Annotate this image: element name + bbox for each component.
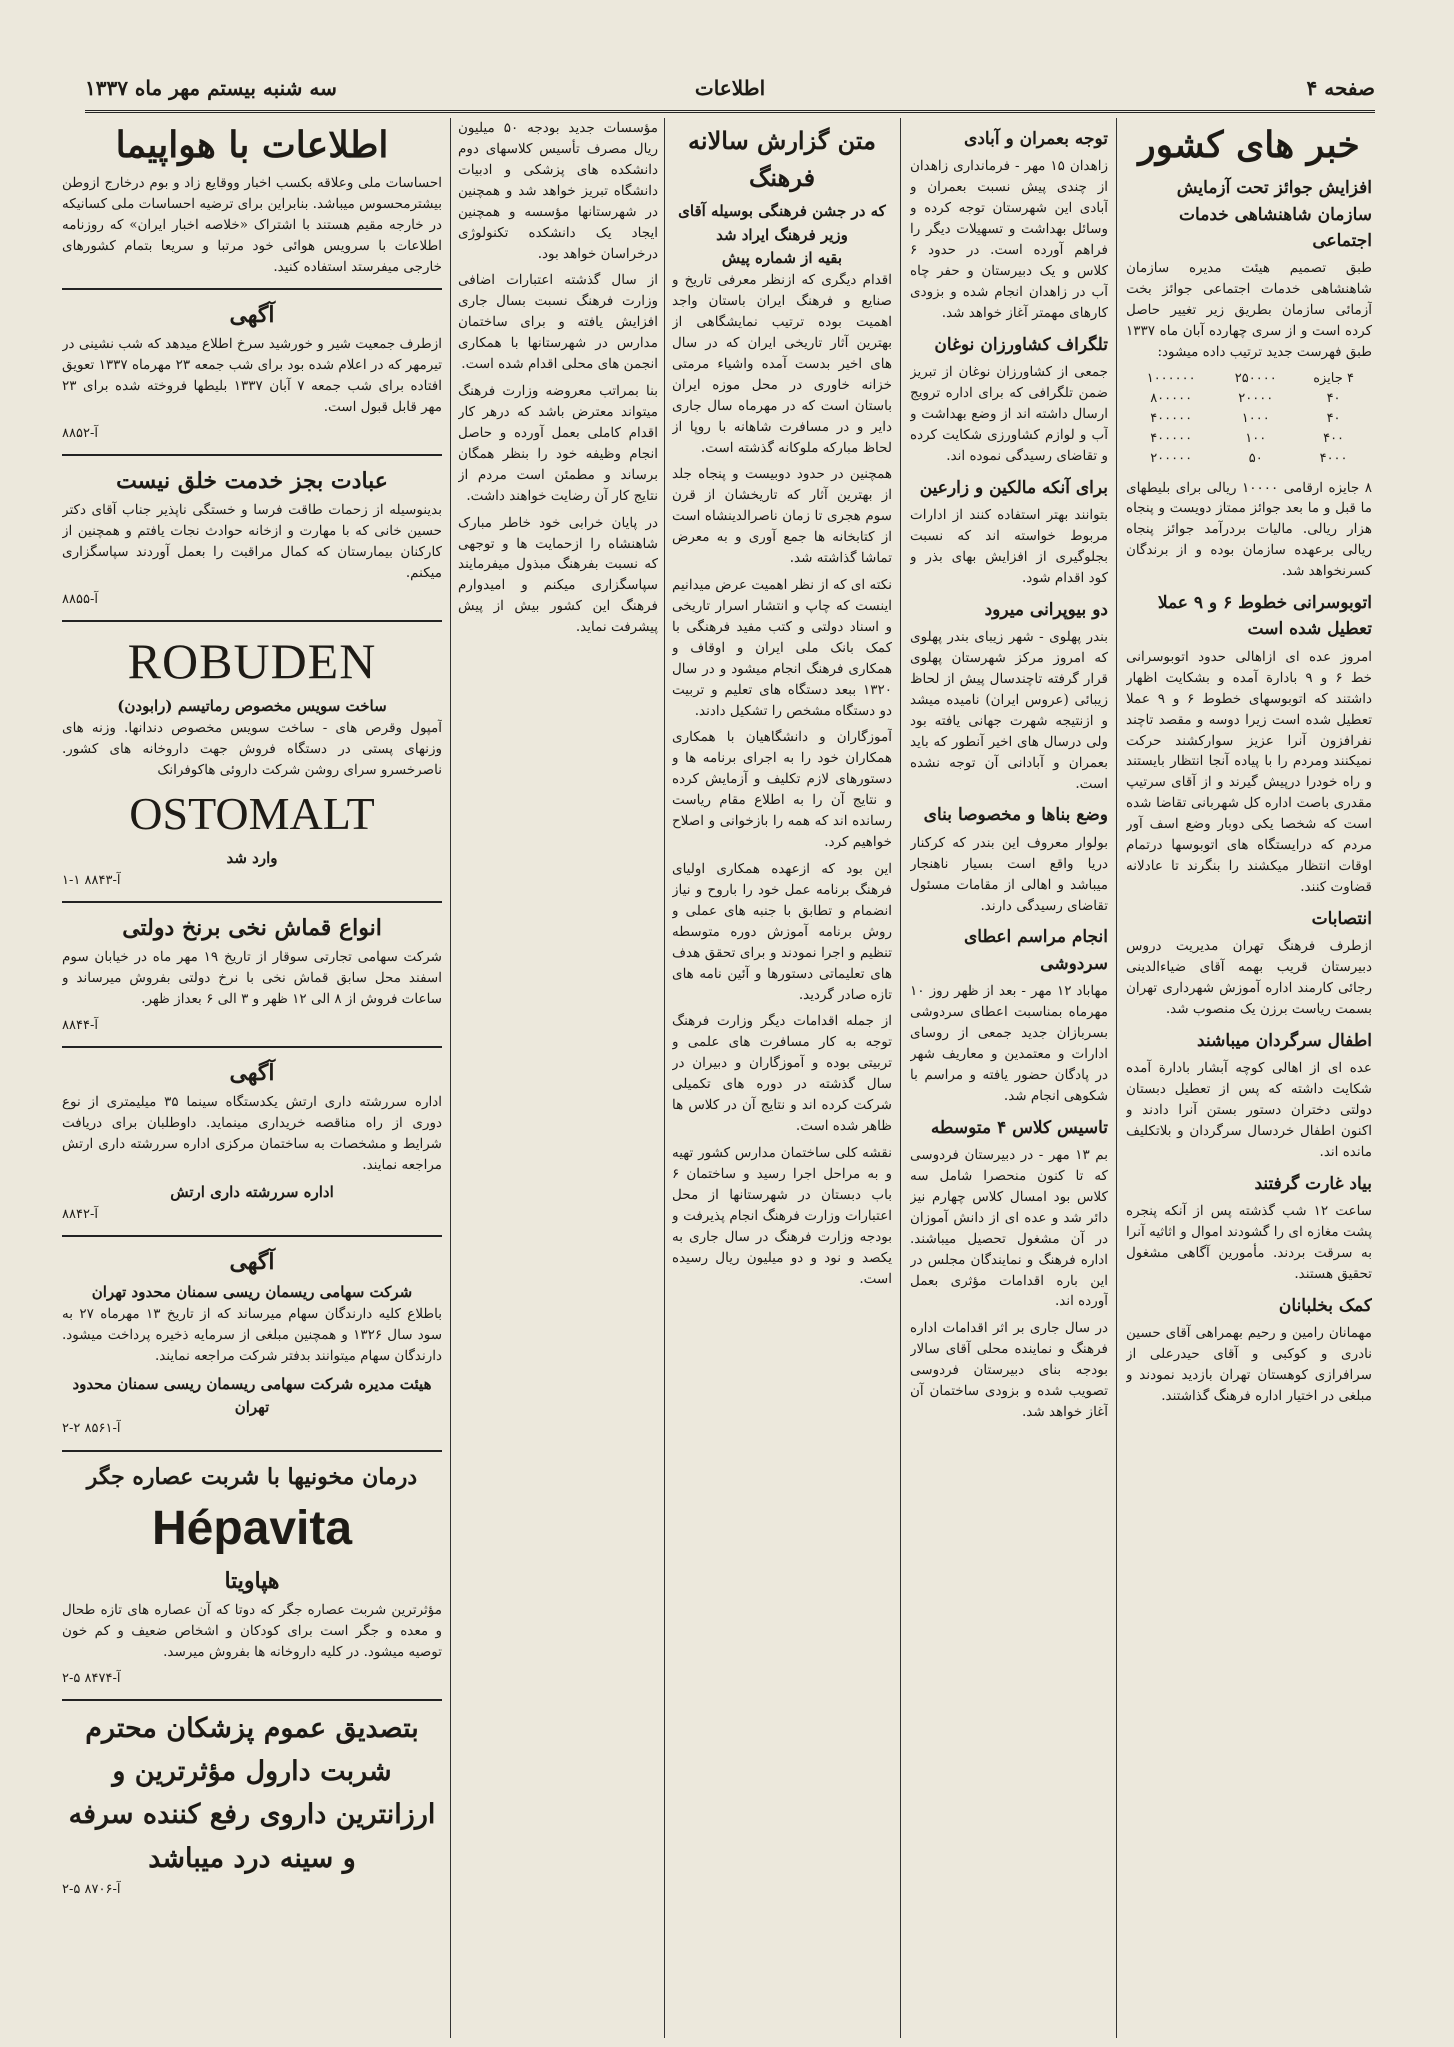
ad-title: آگهی [229,1248,275,1275]
column-domestic-news [1126,118,1372,2038]
ad-subtitle: وارد شد [226,849,278,868]
table-row: ۴۰ ۲۰۰۰۰ ۸۰۰۰۰۰ [1150,390,1341,406]
ad-code: آ-۸۷۰۶ ۵-۲ [62,1881,121,1897]
article-text: در سال جاری بر اثر اقدامات اداره فرهنگ و نماینده محلی آقای سالار بودجه بنای دبیرستان فردوسی تصویب شده و بزودی ساختمان آن آغاز خواهد شد. [910,1320,1108,1421]
article-text: بولوار معروف این بندر که کرکنار دریا واقع است بسیار ناهنجار میباشد و اهالی از مقامات مسئول تقاضای رسیدگی دارند. [910,834,1108,914]
article-text: مهمانان رامین و رحیم بهمراهی آقای حسین نادری و کوکبی و آقای حیدرعلی از سرافرازی کوهستان تهران بازدید نمودند و مبلغی در اختیار اداره فرهنگ گذاشتند. [1126,1325,1372,1405]
ad-title: آگهی [229,1059,275,1086]
headline: برای آنکه مالکین و زارعین [919,477,1108,498]
article-text: از جمله اقدامات دیگر وزارت فرهنگ توجه به کار مسافرت های علمی و تربیتی بوده و آموزگاران و دبیران در سال گذشته در دوره های تکمیلی شرکت کرده اند و نتایج آن در کلاس ها ظاهر شده است. [672,1013,892,1135]
article-text: بم ۱۳ مهر - در دبیرستان فردوسی که تا کنون منحصرا شامل سه کلاس بود امسال کلاس چهارم نیز دائر شد و عده ای از دانش آموزان در آن مشغول تحصیل میباشند. اداره فرهنگ و نمایندگان مجلس در این باره اقدامات مؤثری بعمل آورده اند. [910,1147,1108,1310]
ad-gratitude [62,454,442,610]
headline: انجام مراسم اعطای سردوشی [963,927,1108,974]
promo-slogan: بتصدیق عموم پزشکان محترم شربت دارول مؤثرترین و ارزانترین داروی رفع کننده سرفه و سینه درد میباشد [68,1713,436,1874]
table-row: ۴۰۰۰ ۵۰ ۲۰۰۰۰۰ [1150,451,1348,467]
ad-red-lion [62,288,442,444]
ad-robuden [62,620,442,891]
ad-army-cinema [62,1046,442,1225]
brand-logo: Hépavita [151,1501,353,1555]
article-text: ازطرف فرهنگ تهران مدیریت دروس دبیرستان قریب بهمه آقای ضیاءالدینی رجائی کارمند اداره آموزش شهرداری تهران بسمت ریاست برزن یک منصوب شد. [1126,938,1372,1017]
ad-title: آگهی [229,301,275,328]
ad-hepavita [62,1450,442,1689]
article-text: عده ای از اهالی کوچه آبشار بادارة آمده شکایت داشته که پس از تعطیل دبستان دولتی دختران دستور بستن آنرا دادند و اکنون اطفال خردسال سرگردان و بلاتکلیف مانده اند. [1126,1060,1372,1160]
column-rule [664,118,665,2038]
headline: اطفال سرگردان میباشند [1197,1030,1372,1051]
ad-text: بدینوسیله از زحمات طاقت فرسا و خستگی ناپذیر جناب آقای دکتر حسین خانی که با مهارت و ازخانه حوادث نجات یافتم و همچنین از کارکنان بیمارستان که کمال مراقبت را بعمل آوردند سپاسگزاری میکنم. [62,501,442,581]
ad-text: ازطرف جمعیت شیر و خورشید سرخ اطلاع میدهد که شب نشینی در تیرمهر که در اعلام شده بود برای شب جمعه ۲۳ مهرماه ۱۳۳۷ تعویق افتاده برای شب جمعه ۷ آبان ۱۳۳۷ بلیطها فروخته شده برای ۲۳ مهر قابل قبول است. [62,335,442,415]
ad-heading: شرکت سهامی ریسمان ریسی سمنان محدود تهران [91,1282,413,1301]
article-text: این بود که ازعهده همکاری اولیای فرهنگ برنامه عمل خود را باروح و نیاز انضمام و تطابق با جنبه های عملی و روش برنامه آموزش دوره متوسطه تنظیم و اجرا نمودند و برای تحقق هدف های تعلیماتی دستورها و آئین نامه های تازه صادر گردید. [672,861,892,1003]
column-rule [900,118,901,2038]
ad-title: درمان مخونیها با شربت عصاره جگر [86,1463,418,1490]
ad-code: آ-۸۸۴۳ ۱-۱ [62,872,121,888]
masthead: اطلاعات [694,76,766,100]
article-subtitle: که در جشن فرهنگی بوسیله آقای وزیر فرهنگ ایراد شد [678,202,886,244]
table-row: ۴۰ ۱۰۰۰ ۴۰۰۰۰۰ [1150,411,1341,427]
headline: تاسیس کلاس ۴ متوسطه [930,1117,1108,1138]
column-rule [450,118,451,2038]
article-text: طبق تصمیم هیئت مدیره سازمان شاهنشاهی خدمات اجتماعی جوائز بخت آزمائی سازمان بطریق زیر تغییر حاصل کرده است و از سری چهارده آبان ماه ۱۳۳۷ طبق فهرست جدید ترتیب داده میشود: [1126,260,1372,360]
brand-logo: ROBUDEN [127,632,377,689]
ad-code: آ-۸۸۵۲ [62,425,98,441]
ad-text: باطلاع کلیه دارندگان سهام میرساند که از تاریخ ۱۳ مهرماه ۲۷ به سود سال ۱۳۲۶ و همچنین مبلغی از سرمایه ذخیره پرداخت میشود. دارندگان سهام میتوانند بدفتر شرکت مراجعه نمایند. [62,1306,442,1364]
ad-code: آ-۸۵۶۱ ۲-۲ [62,1421,121,1437]
article-text: مؤسسات جدید بودجه ۵۰ میلیون ریال مصرف تأسیس کلاسهای دوم دانشکده های پزشکی و ادبیات دانشگاه تبریز خواهد شد و همچنین در شهرستانها مؤسسه و همچنین ایجاد یک دانشکده تکنولوژی درخراسان خواهد بود. [458,120,658,262]
headline: کمک بخلبانان [1278,1295,1372,1316]
table-row: ۴ جایزه ۲۵۰۰۰۰ ۱۰۰۰۰۰۰ [1146,370,1354,386]
promo-text: احساسات ملی وعلاقه بکسب اخبار ووقایع زاد و بوم درخارج ازوطن بیشترمحسوس میباشد. بنابراین برای ترضیه احساسات ملی کسانیکه در خارجه مقیم هستند با اشتراک «خلاصه اخبار ایران» که روزنامه اطلاعات با سرویس هوائی خود مرتبا و سریعا بتمام کشورهای خارجی میفرستد استفاده کنید. [62,175,442,275]
page-header [85,72,1375,113]
ad-code: آ-۸۸۴۲ [62,1206,98,1222]
column-ads-left [62,118,442,2038]
section-title: اطلاعات با هواپیما [115,124,389,166]
ad-text: مؤثرترین شربت عصاره جگر که دوتا که آن عصاره های تازه طحال و معده و جگر است برای کودکان و اشخاص ضعیف و کم خون توصیه میشود. در کلیه داروخانه ها بفروش میرسد. [62,1602,442,1660]
ad-text: اداره سررشته داری ارتش یکدستگاه سینما ۳۵ میلیمتری از نوع دوری از راه مناقصه خریداری مینماید. داوطلبان برای دریافت شرایط و مشخصات به ساختمان مرکزی اداره سررشته داری ارتش مراجعه نمایند. [62,1093,442,1173]
article-text: بتوانند بهتر استفاده کنند از ادارات مربوط خواسته اند که نسبت بجلوگیری از افزایش بهای بذر و کود اقدام شود. [910,507,1108,586]
section-title: خبر های کشور [1138,124,1360,166]
article-text: امروز عده ای ازاهالی حدود اتوبوسرانی خط ۶ و ۹ بادارة آمده و بشکایت اظهار داشتند که اتوبوسهای خطوط ۶ و ۹ عملا تعطیل شده است زیرا دوسه و مقصد تاچند نفرافزون آنرا عزیز سوارکشند حرکت نمیکنند ومردم را با پیاده آنجا انتظار بایستند و راه خودرا درپیش گیرند و از آقای سرتیپ مقدری باصت اداره کل شهربانی تقاضا شده است که شخصا یکی دوبار وضع اسف آور مردم که درایستگاه های اتوبوسها درتمام اوقات انتظار میکشند را بنگرند تا عادلانه قضاوت کنند. [1126,648,1372,895]
article-text: نکته ای که از نظر اهمیت عرض میدانیم اینست که چاپ و انتشار اسرار تاریخی و اسناد دولتی و کتب مفید فرهنگی با کمک بانک ملی ایران و اوقاف و همکاری فرهنگ انجام میشود و در سال ۱۳۲۰ ببعد دستگاه های تعلیم و تربیت دو دستگاه مشخص را تشکیل دادند. [672,577,892,719]
continued-note: بقیه از شماره پیش [721,248,843,267]
ad-subtitle: ساخت سویس مخصوص رماتیسم (رابودن) [117,696,387,715]
article-text: آموزگاران و دانشگاهیان با همکاری همکاران خود را به اجرای برنامه ها و دستورهای لازم تکلیف و آزمایش کرده و نتایج آن را به اطلاع مقام ریاست رسانده اند که همه را بازخوانی و اصلاح خواهیم کرد. [672,729,892,851]
column-rule [1116,118,1117,2038]
ad-text: شرکت سهامی تجارتی سوقار از تاریخ ۱۹ مهر ماه در خیابان سوم اسفند محل سابق قماش نخی با نرخ دولتی بفروش میرساند و ساعات فروش از ۸ الی ۱۲ ظهر و ۳ الی ۶ بعداز ظهر. [62,948,442,1007]
article-text: نقشه کلی ساختمان مدارس کشور تهیه و به مراحل اجرا رسید و ساختمان ۶ باب دبستان در شهرستانها از محل اعتبارات وزارت فرهنگ انجام پذیرفت و بودجه وزارت فرهنگ در سال جاری به یکصد و نود و دو میلیون ریال رسیده است. [672,1145,892,1287]
ad-code: آ-۸۸۴۴ [62,1017,98,1033]
headline: اتوبوسرانی خطوط ۶ و ۹ عملا تعطیل شده است [1157,593,1372,640]
headline: انتصابات [1311,908,1372,929]
article-text: مهاباد ۱۲ مهر - بعد از ظهر روز ۱۰ مهرماه بمناسبت اعطای سردوشی بسربازان جدید جمعی از روسای ادارات و معتمدین و معاریف شهر در پادگان حضور یافته و مراسم با شکوهی انجام شد. [910,983,1108,1104]
ad-text: آمپول وقرص های - ساخت سویس مخصوص دندانها. وزنه های وزنهای پستی در دستگاه فروش جهت داروخانه های کشور. ناصرخسرو سرای روشن شرکت داروئی هاکوفرانک [62,719,442,778]
table-row: ۴۰۰ ۱۰۰ ۴۰۰۰۰۰ [1150,431,1345,447]
headline: وضع بناها و مخصوصا بنای [923,805,1108,826]
headline: تلگراف کشاورزان نوغان [934,334,1108,355]
column-culture-report-cont [458,118,658,908]
article-text: بندر پهلوی - شهر زیبای بندر پهلوی که امروز مرکز شهرستان پهلوی قرار گرفته تاچندسال پیش از لحاظ زیبائی (عروس ایران) نامیده میشد و ازنتیجه شهرت جهانی یافته بود ولی درسال های اخیر آنطور که باید بعمران و آبادانی آن توجه نشده است. [910,629,1108,792]
ad-code: آ-۸۴۷۴ ۵-۲ [62,1670,121,1686]
headline: دو بیوپرانی میرود [984,599,1108,620]
ad-cough-syrup [62,1699,442,1900]
article-text: اقدام دیگری که ازنظر معرفی تاریخ و صنایع و فرهنگ ایران باستان واجد اهمیت بوده ترتیب نمایشگاهی از بهترین آثار تاریخی ایران که در سال های اخیر بدست آمده واشیاء مرمتی خزانه خاوری در محل موزه ایران باستان است که در مهرماه سال جاری دایر و در مسافرت شاهانه با روپا از لحاظ مبارکه ملوکانه گذشته است. [672,272,892,456]
ad-semnan-spinning [62,1235,442,1440]
headline: توجه بعمران و آبادی [964,129,1108,149]
column-regional-news [910,118,1108,2038]
issue-date: سه شنبه بیستم مهر ماه ۱۳۳۷ [85,76,337,100]
brand-logo-fa: هپاویتا [224,1568,280,1595]
ad-title: انواع قماش نخی برنخ دولتی [122,914,382,941]
headline: بیاد غارت گرفتند [1254,1173,1372,1194]
article-title: متن گزارش سالانه فرهنگ [688,126,876,193]
article-text: همچنین در حدود دوبیست و پنجاه جلد از بهترین آثار که تاریخشان از قرن سوم هجری تا زمان ناصرالدینشاه است از کتابخانه ها جمع آوری و به معرض تماشا گذاشته شد. [672,466,892,567]
brand-logo: OSTOMALT [129,787,375,839]
article-text: زاهدان ۱۵ مهر - فرمانداری زاهدان از چندی پیش نسبت بعمران و آبادی این شهرستان توجه کرده و وسائل بهداشت و تسهیلات دیگر را فراهم آورده است. در حدود ۶ کلاس و یک دبیرستان و حفر چاه آب در زاهدان انجام شده و بزودی کارهای مهمتر آغاز خواهد شد. [910,158,1108,321]
article-text: جمعی از کشاورزان نوغان از تبریز ضمن تلگرافی که برای اداره ترویج ارسال داشته اند از وضع بهداشت و آب و لوازم کشاورزی شکایت کرده و تقاضای رسیدگی نموده اند. [910,364,1108,464]
article-text: در پایان خرابی خود خاطر مبارک شاهنشاه را ازحمایت ها و توجهی که نسبت بفرهنگ مبذول میفرمایند سپاسگزاری میکنم و امیدوارم فرهنگ این کشور بیش از پیش پیشرفت نماید. [458,514,658,636]
ad-title: عبادت بجز خدمت خلق نیست [116,467,388,494]
ad-signer: اداره سررشته داری ارتش [170,1183,334,1202]
article-text: ساعت ۱۲ شب گذشته پس از آنکه پنجره پشت مغازه ای را گشودند اموال و اثاثیه آنرا به سرقت بردند. مأمورین آگاهی مشغول تحقیق هستند. [1126,1203,1372,1282]
article-text: بنا بمراتب معروضه وزارت فرهنگ میتواند معترض باشد که درهر کار اقدام کاملی بعمل آورده و حاصل انجام وظیفه خود را بنظر همگان برساند و مطمئن است مردم از نتایج کار آن رضایت خواهند داشت. [458,383,658,504]
column-culture-report [672,118,892,2038]
article-text: از سال گذشته اعتبارات اضافی وزارت فرهنگ نسبت بسال جاری افزایش یافته و برای ساختمان مدارس در شهرستانها با همکاری انجمن های محلی اقدام شده است. [458,272,658,373]
ad-fabric [62,901,442,1036]
page-number: صفحه ۴ [1306,76,1375,100]
prize-table [1126,369,1372,470]
article-text: ۸ جایزه ارقامی ۱۰۰۰۰ ریالی برای بلیطهای ما قبل و ما بعد جوائز ممتاز دویست و پنجاه هزار ریالی. مالیات بردرآمد جوائز پنجاه ریالی برعهده سازمان بوده و از برندگان کسرنخواهد شد. [1126,479,1372,580]
headline: افزایش جوائز تحت آزمایش سازمان شاهنشاهی خدمات اجتماعی [1176,178,1372,251]
ad-signer: هیئت مدیره شرکت سهامی ریسمان ریسی سمنان محدود تهران [72,1374,432,1417]
ad-code: آ-۸۸۵۵ [62,591,98,607]
